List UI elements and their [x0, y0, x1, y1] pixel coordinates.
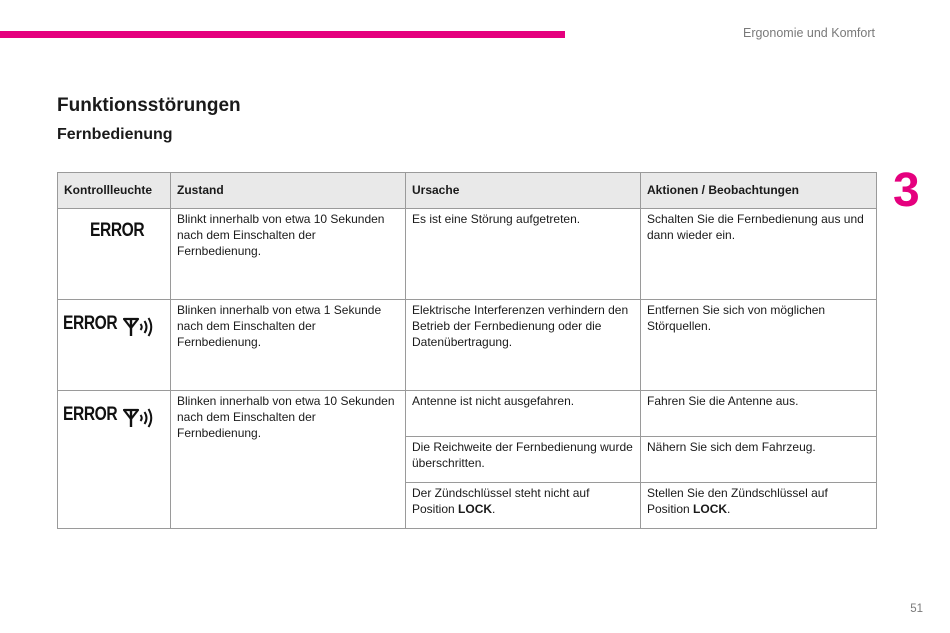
action-cell: Entfernen Sie sich von möglichen Störquellen. — [641, 300, 877, 391]
table-row — [58, 391, 877, 437]
cause-cell: Die Reichweite der Fernbedienung wurde überschritten. — [406, 437, 641, 483]
state-cell: Blinken innerhalb von etwa 10 Sekunden nach dem Einschalten der Fernbedienung. — [171, 391, 406, 529]
accent-bar — [0, 31, 565, 38]
chapter-number: 3 — [893, 164, 920, 217]
state-cell: Blinkt innerhalb von etwa 10 Sekunden nach dem Einschalten der Fernbedienung. — [171, 209, 406, 300]
error-indicator: ERROR — [63, 404, 118, 425]
table-row — [58, 300, 877, 391]
cause-text-end: . — [492, 502, 496, 517]
fault-table — [57, 172, 877, 529]
action-text-end: . — [727, 502, 731, 517]
lock-label: LOCK — [693, 502, 728, 517]
error-indicator: ERROR — [90, 220, 145, 241]
column-header: Kontrollleuchte — [58, 173, 171, 209]
cause-cell: Elektrische Interferenzen verhindern den Betrieb der Fernbedienung oder die Datenübertragung. — [406, 300, 641, 391]
antenna-signal-icon — [123, 316, 157, 338]
action-cell: Fahren Sie die Antenne aus. — [641, 391, 877, 437]
table-header-row — [58, 173, 877, 209]
page-number: 51 — [910, 603, 923, 615]
cause-cell: Es ist eine Störung aufgetreten. — [406, 209, 641, 300]
indicator-cell — [58, 391, 171, 529]
cause-text: Der Zündschlüssel steht nicht auf Position — [412, 486, 590, 517]
action-cell: Nähern Sie sich dem Fahrzeug. — [641, 437, 877, 483]
cause-cell — [406, 483, 641, 529]
table-row — [58, 209, 877, 300]
page-title: Funktionsstörungen — [57, 95, 241, 116]
column-header: Ursache — [406, 173, 641, 209]
state-cell: Blinken innerhalb von etwa 1 Sekunde nach dem Einschalten der Fernbedienung. — [171, 300, 406, 391]
action-cell: Schalten Sie die Fernbedienung aus und dann wieder ein. — [641, 209, 877, 300]
section-subtitle: Fernbedienung — [57, 126, 173, 143]
column-header: Aktionen / Beobachtungen — [641, 173, 877, 209]
section-header: Ergonomie und Komfort — [742, 26, 875, 40]
action-text: Stellen Sie den Zündschlüssel auf Position — [647, 486, 828, 517]
lock-label: LOCK — [458, 502, 493, 517]
cause-cell: Antenne ist nicht ausgefahren. — [406, 391, 641, 437]
indicator-cell — [58, 300, 171, 391]
column-header: Zustand — [171, 173, 406, 209]
indicator-cell — [58, 209, 171, 300]
error-indicator: ERROR — [63, 313, 118, 334]
action-cell — [641, 483, 877, 529]
antenna-signal-icon — [123, 407, 157, 429]
